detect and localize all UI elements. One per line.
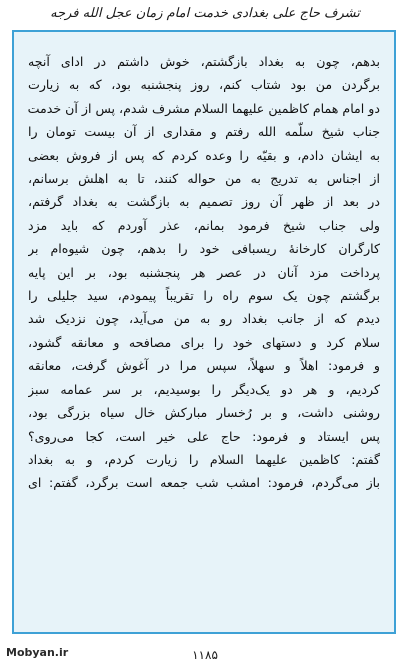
body-text [28, 50, 380, 495]
text-line: از اجناس به تدریج به من حواله کنند، تا به اهلش برسانم، [28, 171, 380, 187]
text-line: دو امام همام کاظمین علیهما السلام مشرف شدم، پس از آن خدمت [28, 100, 380, 116]
site-watermark: Mobyan.ir [6, 646, 69, 659]
text-line: بدهم، چون به بغداد بازگشتم، خوش داشتم در ادای آنچه [28, 54, 380, 69]
text-line: گفتم: کاظمین علیهما السلام را زیارت کردم، و به بغداد [28, 451, 380, 467]
text-line: دیدم که از جانب بغداد رو به من می‌آید، چون نزدیک شد [28, 311, 380, 327]
text-line: و فرمود: اهلاً و سهلاً، سپس مرا در آغوش گرفت، معانقه [28, 358, 380, 374]
running-header: تشرف حاج علی بغدادی خدمت امام زمان عجل الله فرجه [50, 6, 360, 21]
page-number: ۱۱۸۵ [192, 648, 218, 662]
text-line: در بعد از ظهر آن روز تصمیم به بازگشت به بغداد گرفتم، [28, 194, 380, 210]
text-line: به ایشان دادم، و بقیّه را وعده کردم که پس از فروش بعضی [28, 147, 380, 163]
text-line: باز می‌گردم، فرمود: امشب شب جمعه است برگرد، گفتم: ای [28, 475, 380, 491]
text-line: پرداخت مزد آنان در عصر هر پنجشنبه بود، بر این پایه [28, 264, 380, 280]
page-frame [12, 30, 396, 634]
text-line: کارگران کارخانهٔ ریسبافی خود را بدهم، چون شیوه‌ام بر [28, 241, 380, 257]
text-line: برگردن من بود شتاب کنم، روز پنجشنبه بود، که به زیارت [28, 77, 380, 93]
text-line: کردیم، و هر دو یک‌دیگر را بوسیدیم، بر سر عمامه سبز [28, 381, 380, 397]
text-line: برگشتم چون یک سوم راه را تقریباً پیمودم، سید جلیلی را [28, 288, 380, 304]
text-line: جناب شیخ سلّمه الله رفتم و مقداری از آن بیست تومان را [28, 124, 380, 140]
text-line: سلام کرد و دستهای خود را برای مصافحه و معانقه گشود، [28, 334, 380, 350]
text-line: روشنی داشت، و بر رُخسار مبارکش خال سیاه بزرگی بود، [28, 405, 380, 421]
text-line: پس ایستاد و فرمود: حاج علی خیر است، کجا می‌روی؟ [28, 428, 380, 444]
text-line: ولی جناب شیخ فرمود بمانم، عذر آوردم که باید مزد [28, 217, 380, 233]
